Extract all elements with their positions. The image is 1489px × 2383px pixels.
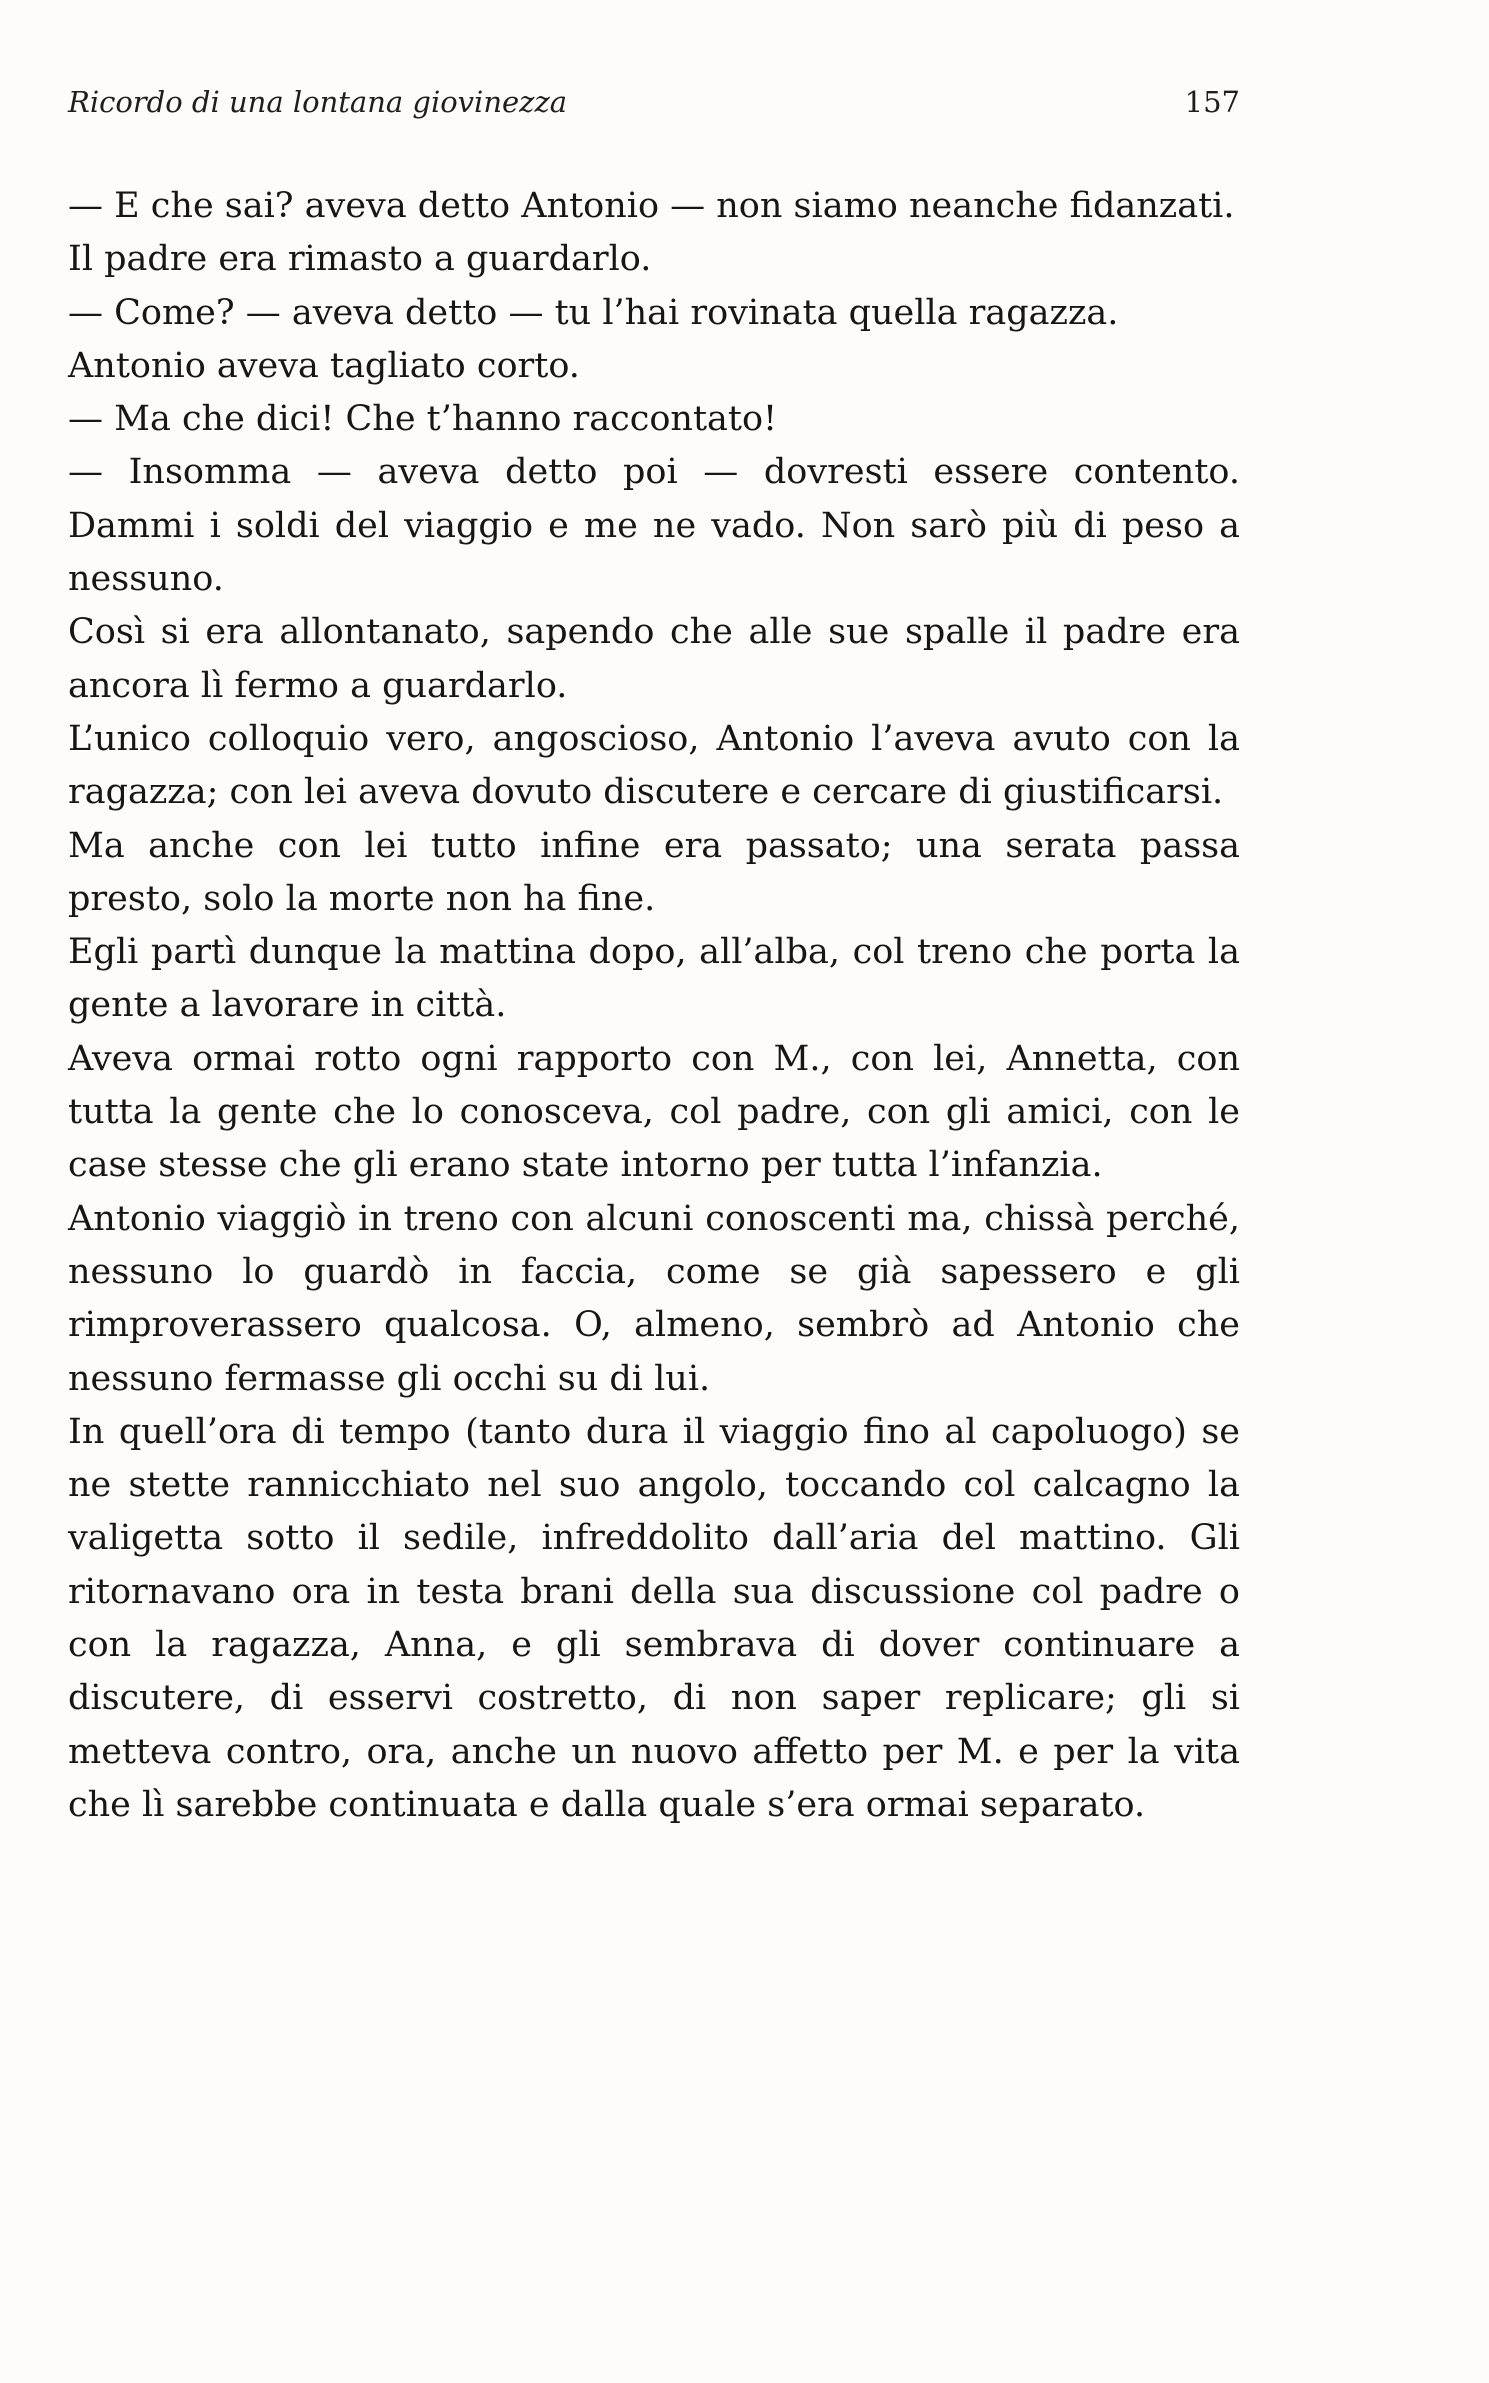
paragraph-10: Egli partì dunque la mattina dopo, all’alba, col treno che porta la gente a lavorare in città. [68,932,1240,1026]
page-number: 157 [1184,85,1240,119]
paragraph-3: — Come? — aveva detto — tu l’hai rovinata quella ragazza. [68,292,1119,333]
paragraph-11: Aveva ormai rotto ogni rapporto con M., con lei, Annetta, con tutta la gente che lo conosceva, col padre, con gli amici, con le case stesse che gli erano state intorno per tutta l’infanzia. [68,1038,1240,1186]
paragraph-4: Antonio aveva tagliato corto. [68,345,580,386]
paragraph-6: — Insomma — aveva detto poi — dovresti essere contento. Dammi i soldi del viaggio e me ne vado. Non sarò più di peso a nessuno. [68,452,1240,600]
paragraph-13: In quell’ora di tempo (tanto dura il viaggio fino al capoluogo) se ne stette rannicchiato nel suo angolo, toccando col calcagno la valigetta sotto il sedile, infreddolito dall’aria del mattino. Gli ritornavano ora in testa brani della sua discussione col padre o con la ragazza, Anna, e gli sembrava di dover continuare a discutere, di esservi costretto, di non saper replicare; gli si metteva contro, ora, anche un nuovo affetto per M. e per la vita che lì sarebbe continuata e dalla quale s’era ormai separato. [68,1411,1240,1825]
paragraph-9: Ma anche con lei tutto infine era passato; una serata passa presto, solo la morte non ha fine. [68,825,1240,919]
paragraph-12: Antonio viaggiò in treno con alcuni conoscenti ma, chissà perché, nessuno lo guardò in faccia, come se già sapessero e gli rimproverassero qualcosa. O, almeno, sembrò ad Antonio che nessuno fermasse gli occhi su di lui. [68,1198,1240,1399]
body-text [68,180,1240,1832]
paragraph-5: — Ma che dici! Che t’hanno raccontato! [68,399,778,440]
paragraph-8: L’unico colloquio vero, angoscioso, Antonio l’aveva avuto con la ragazza; con lei aveva dovuto discutere e cercare di giustificarsi. [68,718,1240,813]
page-header [68,78,1240,128]
running-title: Ricordo di una lontana giovinezza [68,85,568,119]
paragraph-7: Così si era allontanato, sapendo che alle sue spalle il padre era ancora lì fermo a guardarlo. [68,612,1240,706]
paragraph-2: Il padre era rimasto a guardarlo. [68,239,652,280]
paragraph-1: — E che sai? aveva detto Antonio — non siamo neanche fidanzati. [68,186,1235,226]
